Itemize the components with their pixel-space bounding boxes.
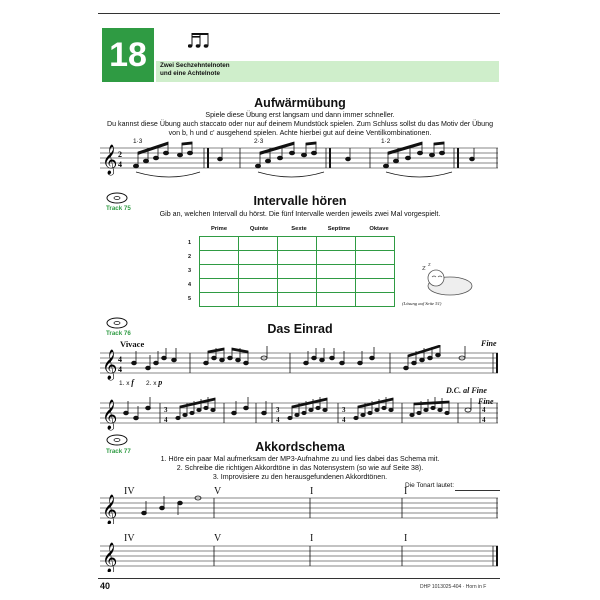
subtitle-line2: und eine Achtelnote — [160, 70, 220, 77]
cartoon-sleeping-character-icon — [420, 262, 476, 298]
dynamics-first-label: 1. x — [119, 380, 130, 387]
track-77-label: Track 77 — [106, 448, 131, 455]
interval-answer-grid[interactable] — [199, 236, 395, 307]
svg-text:3: 3 — [164, 406, 168, 414]
grid-cell[interactable] — [239, 293, 278, 307]
fine-marking-2: Fine — [478, 397, 494, 406]
col-header-oktave: Oktave — [369, 226, 389, 232]
row-number-4: 4 — [188, 282, 192, 288]
chord-staff-2[interactable] — [100, 542, 500, 572]
step-2-number: 2. — [176, 464, 183, 473]
row-number-5: 5 — [188, 296, 192, 302]
bottom-rule — [98, 578, 500, 579]
svg-text:z: z — [428, 262, 431, 268]
grid-cell[interactable] — [200, 293, 239, 307]
grid-row — [200, 293, 395, 307]
warmup-line1: Spiele diese Übung erst langsam und dann immer schneller. — [205, 111, 395, 119]
page-number: 40 — [100, 581, 111, 591]
step-1-number: 1. — [160, 455, 167, 463]
chords-step-2 — [100, 464, 500, 473]
svg-text:3: 3 — [276, 406, 280, 414]
warmup-line2: Du kannst diese Übung auch staccato oder nur auf deinem Mundstück spielen. Zum Schluss sollst du das Motiv der Übung — [106, 120, 494, 129]
einrad-title: Das Einrad — [267, 322, 333, 336]
step-3-text: Improvisiere zu den herausgefundenen Akkordtönen. — [220, 473, 388, 482]
warmup-line3: von b, h und c' ausgehend spielen. Achte hierbei gut auf deine Ventilkombinationen. — [168, 129, 432, 138]
track-76-label: Track 76 — [106, 330, 131, 337]
svg-text:3: 3 — [342, 406, 346, 414]
top-rule — [98, 13, 500, 14]
rhythm-symbol-icon — [188, 30, 218, 52]
svg-text:z: z — [422, 264, 426, 272]
grid-row — [200, 279, 395, 293]
grid-cell[interactable] — [278, 279, 317, 293]
intervals-title: Intervalle hören — [253, 194, 347, 208]
step-1-text: Höre ein paar Mal aufmerksam der MP3-Aufnahme zu und lies dabei das Schema mit. — [168, 455, 440, 463]
einrad-staff-2 — [100, 397, 500, 433]
grid-row — [200, 251, 395, 265]
chord-row1-iv: IV — [124, 486, 135, 497]
row-number-1: 1 — [188, 240, 192, 246]
grid-cell[interactable] — [200, 265, 239, 279]
chord-row2-iv: IV — [124, 533, 135, 544]
svg-text:4: 4 — [342, 416, 346, 424]
key-answer-line[interactable] — [455, 490, 500, 491]
key-label: Die Tonart lautet: — [405, 482, 455, 489]
grid-cell[interactable] — [239, 237, 278, 251]
grid-row — [200, 265, 395, 279]
dynamics-first-time — [119, 378, 134, 387]
chord-row2-i-a: I — [310, 533, 314, 544]
grid-cell[interactable] — [317, 265, 356, 279]
svg-text:𝄞: 𝄞 — [102, 145, 118, 175]
intervals-text: Gib an, welchen Intervall du hörst. Die fünf Intervalle werden jeweils zwei Mal vorgespielt. — [159, 210, 441, 218]
cd-track-77-icon — [106, 432, 128, 448]
chords-steps — [100, 455, 500, 483]
fingering-3: 1·2 — [381, 138, 391, 145]
col-header-sexte: Sexte — [291, 226, 307, 232]
grid-cell[interactable] — [356, 279, 395, 293]
step-2-text: Schreibe die richtigen Akkordtöne in das Notensystem (so wie auf Seite 38). — [184, 464, 424, 473]
svg-text:4: 4 — [482, 416, 486, 424]
grid-cell[interactable] — [239, 265, 278, 279]
grid-cell[interactable] — [200, 237, 239, 251]
grid-cell[interactable] — [356, 265, 395, 279]
svg-text:𝄞: 𝄞 — [102, 543, 118, 572]
col-header-prime: Prime — [210, 226, 228, 232]
dynamics-second-label: 2. x — [146, 380, 157, 387]
svg-text:4: 4 — [482, 406, 486, 414]
grid-cell[interactable] — [239, 279, 278, 293]
chords-title: Akkordschema — [255, 440, 345, 454]
step-3-number: 3. — [212, 473, 219, 482]
svg-text:4: 4 — [276, 416, 280, 424]
svg-text:4: 4 — [164, 416, 168, 424]
solution-note: (Lösung auf Seite 51) — [402, 301, 442, 306]
grid-cell[interactable] — [278, 293, 317, 307]
grid-cell[interactable] — [317, 251, 356, 265]
dynamics-second-time — [146, 378, 162, 387]
grid-row — [200, 237, 395, 251]
grid-cell[interactable] — [200, 279, 239, 293]
col-header-septime: Septime — [327, 226, 351, 232]
chord-row2-i-b: I — [404, 533, 408, 544]
chord-row2-v: V — [214, 533, 222, 544]
grid-cell[interactable] — [317, 293, 356, 307]
row-number-2: 2 — [188, 254, 192, 260]
chord-staff-1[interactable] — [100, 494, 500, 524]
grid-cell[interactable] — [200, 251, 239, 265]
svg-text:4: 4 — [118, 160, 122, 169]
warmup-text — [100, 111, 500, 139]
grid-cell[interactable] — [317, 237, 356, 251]
grid-cell[interactable] — [356, 293, 395, 307]
grid-cell[interactable] — [239, 251, 278, 265]
chord-row1-i-a: I — [310, 486, 314, 497]
footer-code: DHP 1013025-404 · Horn in F — [420, 584, 487, 590]
chord-row1-v: V — [214, 486, 222, 497]
fingering-2: 2·3 — [254, 138, 264, 145]
col-header-quinte: Quinte — [249, 226, 269, 232]
svg-text:4: 4 — [118, 365, 122, 374]
svg-text:𝄞: 𝄞 — [102, 400, 118, 430]
warmup-staff — [100, 140, 500, 185]
chords-step-1 — [100, 455, 500, 464]
grid-cell[interactable] — [278, 251, 317, 265]
chord-row1-i-b: I — [404, 486, 408, 497]
svg-text:𝄞: 𝄞 — [102, 495, 118, 524]
svg-text:𝄞: 𝄞 — [102, 350, 118, 380]
subtitle-line1: Zwei Sechzehntelnoten — [160, 62, 230, 69]
dynamic-forte: f — [131, 378, 134, 387]
lesson-number: 18 — [102, 28, 154, 82]
cd-track-75-icon — [106, 190, 128, 206]
cd-track-76-icon — [106, 315, 128, 331]
grid-cell[interactable] — [278, 265, 317, 279]
tempo-marking: Vivace — [120, 339, 145, 349]
fine-marking-1: Fine — [481, 339, 497, 348]
lesson-subtitle — [160, 62, 230, 78]
grid-cell[interactable] — [356, 251, 395, 265]
svg-text:2: 2 — [118, 150, 122, 159]
warmup-title: Aufwärmübung — [254, 96, 346, 110]
grid-cell[interactable] — [317, 279, 356, 293]
grid-cell[interactable] — [278, 237, 317, 251]
dynamic-piano: p — [158, 378, 163, 387]
grid-cell[interactable] — [356, 237, 395, 251]
row-number-3: 3 — [188, 268, 192, 274]
fingering-1: 1·3 — [133, 138, 143, 145]
track-75-label: Track 75 — [106, 205, 131, 212]
dc-al-fine: D.C. al Fine — [446, 386, 487, 395]
svg-text:4: 4 — [118, 355, 122, 364]
